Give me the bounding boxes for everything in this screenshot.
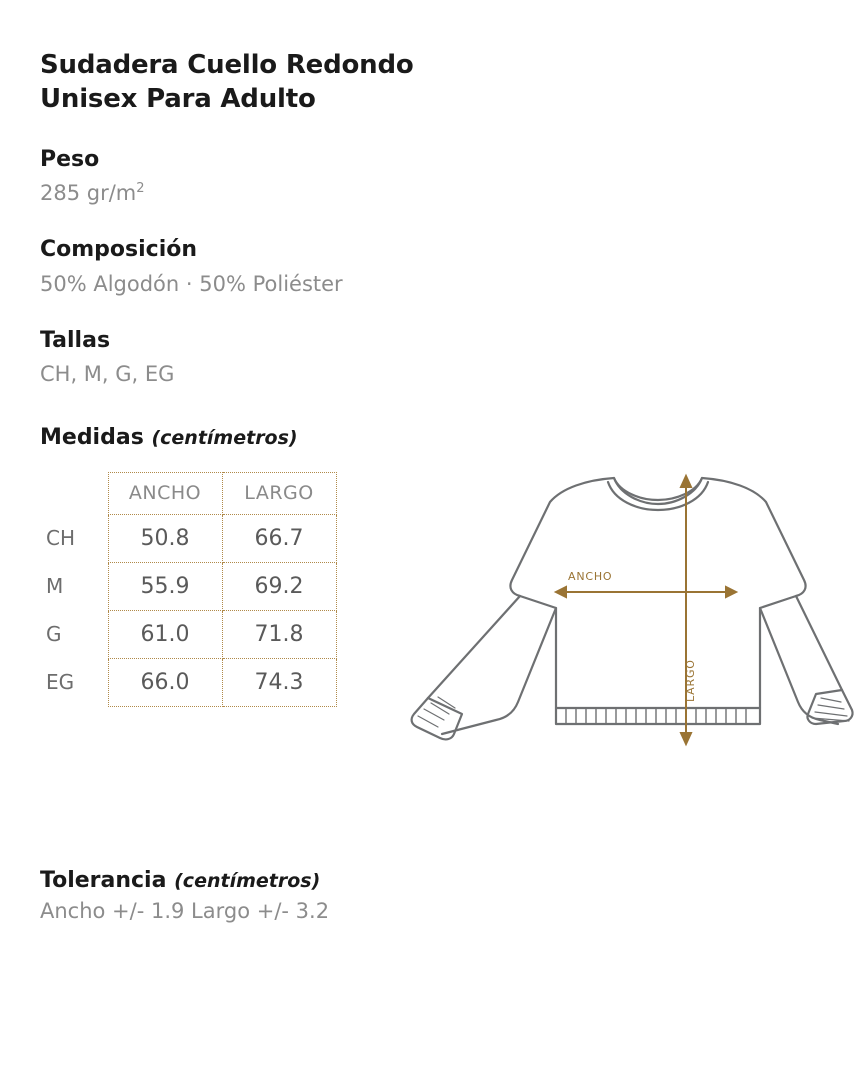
table-row: [44, 658, 336, 706]
row-label-eg: EG: [46, 670, 75, 695]
cell-m-largo: 69.2: [222, 562, 336, 610]
cell-eg-ancho: 66.0: [108, 658, 222, 706]
table-row: [44, 562, 336, 610]
table-row: [44, 514, 336, 562]
cell-g-largo: 71.8: [222, 610, 336, 658]
page-title: [40, 48, 560, 117]
size-chart-table: [44, 472, 337, 707]
row-label-ch: CH: [46, 526, 76, 551]
measurements-area: [40, 472, 815, 772]
table-corner-cell: [44, 472, 108, 514]
tolerance-value: Ancho +/- 1.9 Largo +/- 3.2: [40, 898, 330, 923]
tolerance-label-text: Tolerancia: [40, 867, 167, 893]
diagram-largo-label: LARGO: [684, 659, 697, 702]
tolerance-block: [40, 868, 815, 923]
row-label-g: G: [46, 622, 62, 647]
spec-composition-label: Composición: [40, 237, 198, 263]
cell-g-ancho: 61.0: [108, 610, 222, 658]
spec-sizes-value: CH, M, G, EG: [40, 362, 175, 387]
cell-m-ancho: 55.9: [108, 562, 222, 610]
row-label-m: M: [46, 574, 64, 599]
measurements-units: (centímetros): [151, 426, 298, 449]
column-header-ancho: ANCHO: [108, 472, 222, 514]
garment-diagram: [400, 462, 855, 762]
spec-weight-label: Peso: [40, 146, 100, 172]
cell-eg-largo: 74.3: [222, 658, 336, 706]
page-title-line-2: Unisex Para Adulto: [40, 84, 316, 115]
spec-weight-value: [40, 179, 815, 207]
table-header-row: [44, 472, 336, 514]
tolerance-units: (centímetros): [174, 869, 321, 892]
page-title-line-1: Sudadera Cuello Redondo: [40, 50, 414, 80]
table-row: [44, 610, 336, 658]
spec-weight-value-text: 285 gr/m: [40, 181, 137, 206]
spec-composition-value: 50% Algodón · 50% Poliéster: [40, 271, 343, 296]
spec-sizes-label: Tallas: [40, 328, 111, 354]
cell-ch-ancho: 50.8: [108, 514, 222, 562]
spec-composition: [40, 237, 815, 298]
column-header-largo: LARGO: [222, 472, 336, 514]
diagram-ancho-label: ANCHO: [568, 569, 613, 583]
tolerance-heading: [40, 868, 815, 893]
measurements-heading: [40, 425, 815, 450]
measurements-heading-label: Medidas: [40, 424, 144, 450]
spec-weight: [40, 147, 815, 208]
cell-ch-largo: 66.7: [222, 514, 336, 562]
spec-weight-superscript: 2: [136, 181, 145, 197]
spec-sizes: [40, 328, 815, 389]
